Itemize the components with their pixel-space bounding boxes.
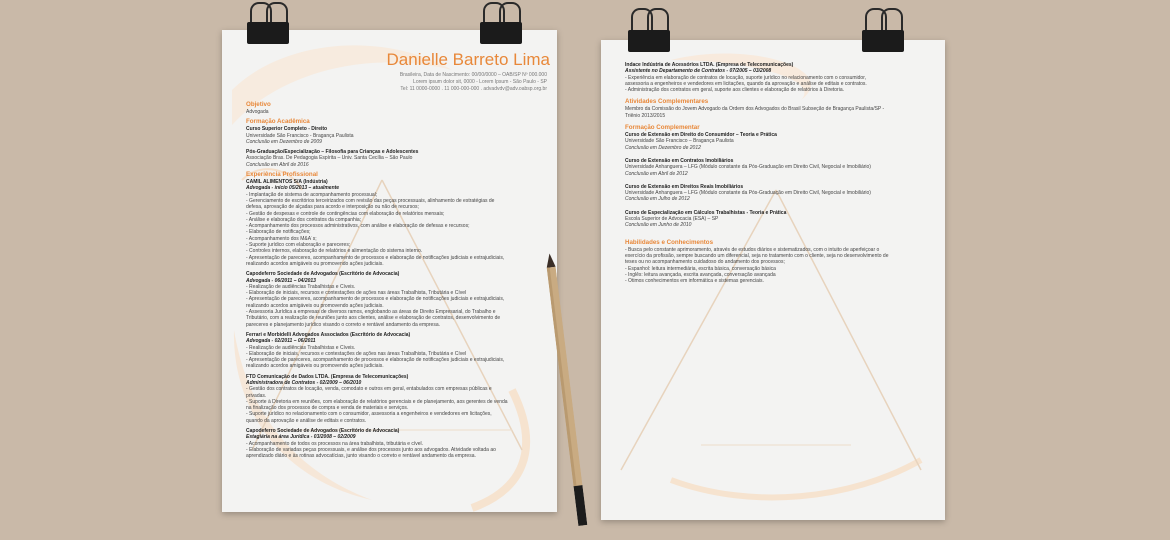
job-line: realizando acordos amigáveis ou promovendo ações judiciais. xyxy=(246,260,384,267)
course-title: Curso de Especialização em Cálculos Trabalhistas - Teoria e Prática xyxy=(625,209,787,216)
skill-line: - Ótimos conhecimentos em informática e sistemas gerenciais. xyxy=(625,278,764,285)
job-line: - Apresentação de pareceres, acompanhamento de processos e elaboração de notificações judiciais e extrajudiciais, xyxy=(246,296,505,303)
job-line: - Controles internos, elaboração de relatórios e alimentação do sistema interno. xyxy=(246,248,423,255)
course-institution: Universidade São Francisco – Bragança Paulista xyxy=(625,138,734,145)
section-heading-habilidades: Habilidades e Conhecimentos xyxy=(625,238,714,246)
job-line: - Suporte jurídico no relacionamento com o consumidor, assessoria a engenheiros e vendedores em licitações, xyxy=(246,411,492,418)
skill-line: - Espanhol: leitura intermediária, escrita básica, conversação básica xyxy=(625,265,776,272)
skill-line: - Busca pelo constante aprimoramento, através de estudos diários e sistematizados, com o intuito de aperfeiçoar o xyxy=(625,246,880,253)
resume-page-1 xyxy=(222,30,557,512)
course-institution: Universidade Anhanguera – LFG (Módulo constante da Pós-Graduação em Direito Civil, Negocial e Imobiliário) xyxy=(625,164,871,171)
section-heading-formacao: Formação Acadêmica xyxy=(246,118,310,126)
job-company: CAMIL ALIMENTOS S/A (Indústria) xyxy=(246,179,328,186)
job-line: defesa, aprovação de alçadas para acordo e interposição ou não de recursos; xyxy=(246,204,419,211)
section-heading-objetivo: Objetivo xyxy=(246,101,271,108)
section-heading-experiencia: Experiência Profissional xyxy=(246,171,318,179)
job-line: privadas. xyxy=(246,392,267,399)
contact-line: Lorem ipsum dolor sit, 0000 - Lorem Ipsum - São Paulo - SP xyxy=(413,79,547,85)
resume-content xyxy=(246,98,548,460)
job-line: - Acompanhamento dos M&A´s; xyxy=(246,235,317,242)
job-line: - Suporte à Diretoria em reuniões, com elaboração de relatórios gerenciais e de planejamento, aos gerentes de venda xyxy=(246,398,508,405)
job-line: realizando acordos amigáveis ou promovendo ações judiciais. xyxy=(246,363,384,370)
resume-page-2 xyxy=(601,40,945,520)
binder-clip-icon xyxy=(628,16,670,52)
skill-line: - Inglês: leitura avançada, escrita avançada, conversação avançada xyxy=(625,271,776,278)
job-role: Estagiária na área Jurídica - 03/2008 – 02/2009 xyxy=(246,434,356,441)
binder-clip-icon xyxy=(862,16,904,52)
job-line: - Elaboração de iniciais, recursos e contestações de ações nas áreas Trabalhista, Tributária e Cível xyxy=(246,290,467,297)
course-date: Conclusão em Dezembro de 2012 xyxy=(625,144,701,151)
section-heading-formacao-complementar: Formação Complementar xyxy=(625,124,700,132)
job-role: Advogada - início 05/2013 – atualmente xyxy=(246,185,340,192)
section-heading-atividades: Atividades Complementares xyxy=(625,98,709,106)
skill-line: teses ou no acompanhamento cuidadoso do andamento dos processos; xyxy=(625,259,785,266)
course-title: Curso de Extensão em Contratos Imobiliários xyxy=(625,157,734,164)
job-line: - Assessoria Jurídica a empresas de diversos ramos, englobando as áreas de Direito Empresarial, do Trabalho e xyxy=(246,309,496,316)
contact-line: Brasileira, Data de Nascimento: 00/00/0000 – OAB/SP Nº 000.000 xyxy=(399,72,547,78)
course-date: Conclusão em Abril de 2012 xyxy=(625,170,688,177)
job-company: Ferrari e Morbidelli Advogados Associados (Escritório de Advocacia) xyxy=(246,331,411,338)
job-line: na finalização dos processos de compra e venda de materiais e serviços. xyxy=(246,405,409,412)
job-line: Tributário, com a realização de reuniões junto aos clientes, análise e elaboração de contratos, desenvolvimento de xyxy=(246,315,501,322)
job-role: Assistente no Departamento de Contratos - 07/2005 – 03/2008 xyxy=(625,68,772,75)
job-line: - Gestão de despesas e controle de contingências com elaboração de relatórios mensais; xyxy=(246,210,445,217)
job-line: - Implantação de sistema de acompanhamento processual; xyxy=(246,191,378,198)
resume-name: Danielle Barreto Lima xyxy=(386,50,550,69)
course-institution: Universidade Anhanguera – LFG (Módulo constante da Pós-Graduação em Direito Civil, Negocial e Imobiliário) xyxy=(625,190,871,197)
activity-line: Triênio 2013/2015 xyxy=(625,112,666,119)
course-date: Conclusão em Dezembro de 2009 xyxy=(246,138,322,145)
course-title: Pós-Graduação/Especialização – Filosofia para Crianças e Adolescentes xyxy=(246,149,419,156)
course-title: Curso de Extensão em Direitos Reais Imobiliários xyxy=(625,183,744,190)
job-line: - Administração dos contratos em geral, suporte aos clientes e elaboração de relatórios à Diretoria. xyxy=(625,87,845,94)
course-institution: Escola Superior de Advocacia (ESA) – SP xyxy=(625,216,719,223)
resume-content-2 xyxy=(625,62,930,284)
job-company: FTD Comunicação de Dados LTDA. (Empresa de Telecomunicações) xyxy=(246,373,409,380)
binder-clip-icon xyxy=(480,8,522,44)
job-line: - Apresentação de pareceres, acompanhamento de processos e elaboração de notificações judiciais e extrajudiciais, xyxy=(246,254,505,261)
objetivo-text: Advogada xyxy=(246,109,269,115)
job-role: Advogada - 06/2011 – 04/2013 xyxy=(246,277,316,284)
job-line: - Elaboração de iniciais, recursos e contestações de ações nas áreas Trabalhista, Tributária e Cível xyxy=(246,350,467,357)
job-line: - Realização de audiências Trabalhistas e Cíveis. xyxy=(246,344,356,351)
course-title: Curso de Extensão em Direito do Consumidor – Teoria e Prática xyxy=(625,132,777,139)
skill-line: exercício da profissão, sempre buscando um diferencial, seja no tratamento com o cliente, seja no desenvolvimento de xyxy=(625,252,889,259)
job-line: aprendizado diário e às rotinas advocatícias, junto visando o correto e rentável andamento da empresa. xyxy=(246,453,476,460)
course-title: Curso Superior Completo - Direito xyxy=(246,126,328,133)
contact-line: Tel: 11 0000-0000 . 11 000-000-000 . advadvdv@adv.oabsp.org.br xyxy=(400,86,547,92)
job-line: - Experiência em elaboração de contratos de locação, suporte jurídico no relacionamento com o consumidor, xyxy=(625,74,866,81)
activity-line: Membro da Comissão do Jovem Advogado da Ordem dos Advogados do Brasil Subseção de Bragança Paulista/SP - xyxy=(625,106,885,113)
job-line: - Gerenciamento de escritórios terceirizados com revisão das peças processuais, alinhamento de estratégias de xyxy=(246,197,495,204)
course-date: Conclusão em Abril de 2016 xyxy=(246,161,309,168)
job-line: assessoria a engenheiros e vendedores em licitações, quando da aprovação e análise de editais e contratos. xyxy=(625,80,867,87)
contact-block xyxy=(342,72,547,93)
course-institution: Associação Bras. De Pedagogia Espírita – Univ. Santa Cecília – São Paulo xyxy=(246,155,413,162)
job-line: quando da aprovação e análise de editais e contratos. xyxy=(246,417,367,424)
course-date: Conclusão em Julho de 2012 xyxy=(625,196,690,203)
job-line: - Suporte jurídico com elaboração e pareceres; xyxy=(246,242,351,249)
job-company: Capodeferro Sociedade de Advogados (Escritório de Advocacia) xyxy=(246,428,400,435)
job-line: - Análise e elaboração dos contratos da companhia; xyxy=(246,216,362,223)
job-role: Advogada - 02/2011 – 06/2011 xyxy=(246,338,316,345)
job-line: - Acompanhamento dos processos administrativos, com análise e elaboração de defesas e recursos; xyxy=(246,223,470,230)
job-role: Administradora de Contratos - 02/2009 – 06/2010 xyxy=(246,379,362,386)
job-line: - Apresentação de pareceres, acompanhamento de processos e elaboração de notificações judiciais e extrajudiciais, xyxy=(246,357,505,364)
job-line: - Elaboração de variadas peças processuais, e análise dos processos junto aos advogados. Atividade voltada ao xyxy=(246,446,496,453)
job-line: - Elaboração de notificações; xyxy=(246,229,311,236)
course-date: Conclusão em Junho de 2010 xyxy=(625,222,692,229)
job-company: Capodeferro Sociedade de Advogados (Escritório de Advocacia) xyxy=(246,271,400,278)
job-line: pareceres e planejamento jurídico visando o correto e rentável andamento da empresa. xyxy=(246,321,441,328)
job-line: realizando acordos amigáveis ou promovendo ações judiciais. xyxy=(246,302,384,309)
job-company: Indace Indústria de Acessórios LTDA. (Empresa de Telecomunicações) xyxy=(625,62,794,68)
binder-clip-icon xyxy=(247,8,289,44)
job-line: - Acompanhamento de todos os processos na área trabalhista, tributária e cível. xyxy=(246,440,424,447)
job-line: - Gestão dos contratos de locação, venda, comodato e outros em geral, entabulados com empresas públicas e xyxy=(246,386,492,393)
job-line: - Realização de audiências Trabalhistas e Cíveis. xyxy=(246,283,356,290)
course-institution: Universidade São Francisco - Bragança Paulista xyxy=(246,132,354,139)
